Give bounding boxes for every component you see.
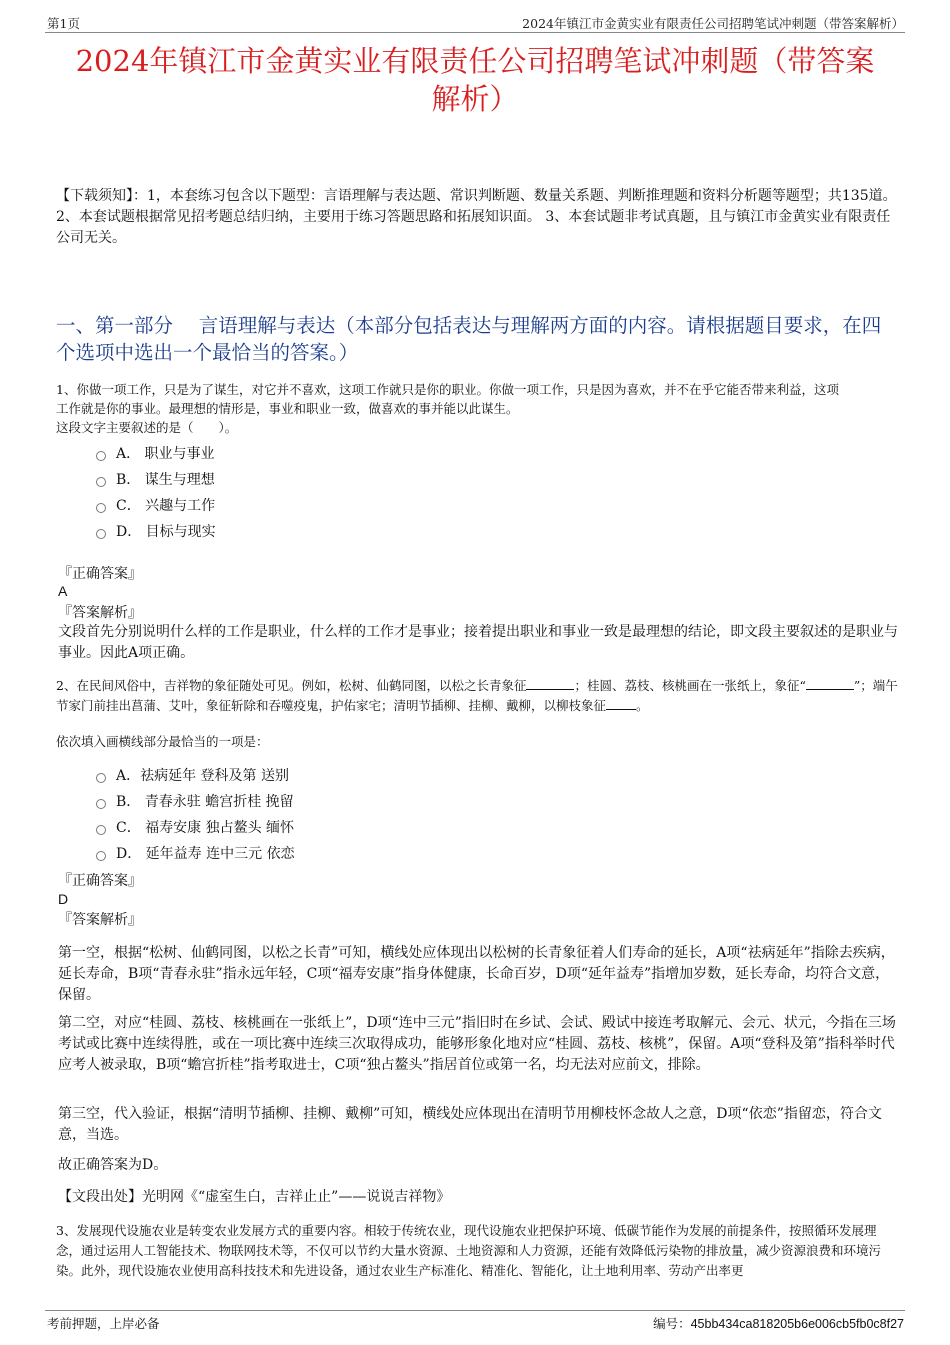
q1-answer-value: A xyxy=(58,583,68,599)
q1-stem-line-3: 这段文字主要叙述的是（ ）。 xyxy=(56,420,238,435)
q2-analysis-p4: 故正确答案为D。 xyxy=(58,1157,168,1173)
q2-analysis-label: 『答案解析』 xyxy=(58,912,142,928)
q1-option-b[interactable]: B． 谋生与理想 xyxy=(96,471,215,489)
q1-analysis: 文段首先分别说明什么样的工作是职业，什么样的工作才是事业；接着提出职业和事业一致是最理想的结论，即文段主要叙述的是职业与事业。因此A项正确。 xyxy=(58,624,898,661)
blank-3 xyxy=(606,708,636,710)
question-3-stem: 3、发展现代设施农业是转变农业发展方式的重要内容。相较于传统农业，现代设施农业把保护环境、低碳节能作为发展的前提条件，按照循环发展理念，通过运用人工智能技术、物联网技术等，不仅可以节约大量水资源、土地资源和人力资源，还能有效降低污染物的排放量，减少资源浪费和环境污染。此外，现代设施农业使用高科技技术和先进设备，通过农业生产标准化、精准化、智能化，让土地利用率、劳动产出率更 xyxy=(56,1223,882,1278)
q1-stem-line-2: 工作就是你的事业。最理想的情形是，事业和职业一致，做喜欢的事并能以此谋生。 xyxy=(56,401,519,416)
q2-source: 【文段出处】光明网《“虚室生白，吉祥止止”——说说吉祥物》 xyxy=(58,1189,451,1205)
radio-icon[interactable] xyxy=(96,799,106,809)
radio-icon[interactable] xyxy=(96,451,106,461)
q1-option-a[interactable]: A． 职业与事业 xyxy=(96,445,215,463)
radio-icon[interactable] xyxy=(96,503,106,513)
q2-answer-value: D xyxy=(58,891,69,907)
footer-slogan: 考前押题，上岸必备 xyxy=(47,1316,160,1331)
q1-option-d[interactable]: D． 目标与现实 xyxy=(96,523,216,541)
section-heading: 一、第一部分 言语理解与表达（本部分包括表达与理解两方面的内容。请根据题目要求，在四个选项中选出一个最恰当的答案。） xyxy=(56,314,882,364)
q2-prompt: 依次填入画横线部分最恰当的一项是： xyxy=(56,734,269,749)
question-1-stem xyxy=(56,380,898,437)
footer-divider xyxy=(45,1310,905,1311)
q2-analysis-p1: 第一空，根据“松树、仙鹤同图，以松之长青”可知，横线处应体现出以松树的长青象征着人们寿命的延长，A项“祛病延年”指除去疾病，延长寿命，B项“青春永驻”指永远年轻，C项“福寿安康”指身体健康，长命百岁，D项“延年益寿”指增加岁数，延长寿命，均符合文意，保留。 xyxy=(58,945,895,1003)
page-title xyxy=(40,42,910,118)
title-line-1: 2024年镇江市金黄实业有限责任公司招聘笔试冲刺题（带答案 xyxy=(75,44,875,78)
radio-icon[interactable] xyxy=(96,529,106,539)
radio-icon[interactable] xyxy=(96,477,106,487)
blank-1 xyxy=(526,688,574,690)
blank-2 xyxy=(806,688,854,690)
footer-serial: 编号：45bb434ca818205b6e006cb5fb0c8f27 xyxy=(653,1316,904,1331)
q2-analysis-p3: 第三空，代入验证，根据“清明节插柳、挂柳、戴柳”可知，横线处应体现出在清明节用柳枝怀念故人之意，D项“依恋”指留恋，符合文意，当选。 xyxy=(58,1106,882,1143)
q2-option-c[interactable]: C． 福寿安康 独占鳌头 缅怀 xyxy=(96,819,294,837)
q1-analysis-label: 『答案解析』 xyxy=(58,605,142,621)
q2-analysis-p2: 第二空，对应“桂圆、荔枝、核桃画在一张纸上”，D项“连中三元”指旧时在乡试、会试、殿试中接连考取解元、会元、状元，今指在三场考试或比赛中连续得胜，或在一项比赛中连续三次取得成功，能够形象化地对应“桂圆、荔枝、核桃”，保留。A项“登科及第”指科举时代应考人被录取，B项“蟾宫折桂”指考取进士，C项“独占鳌头”指居首位或第一名，均无法对应前文，排除。 xyxy=(58,1015,896,1073)
q2-option-b[interactable]: B． 青春永驻 蟾宫折桂 挽留 xyxy=(96,793,294,811)
header-divider xyxy=(45,32,905,33)
radio-icon[interactable] xyxy=(96,773,106,783)
radio-icon[interactable] xyxy=(96,825,106,835)
download-notice: 【下载须知】：1，本套练习包含以下题型：言语理解与表达题、常识判断题、数量关系题、判断推理题和资料分析题等题型；共135道。 2、本套试题根据常见招考题总结归纳，主要用于练习答题思路和拓展知识面。 3、本套试题非考试真题，且与镇江市金黄实业有限责任公司无关。 xyxy=(56,188,897,246)
question-2-stem: 2、在民间风俗中，吉祥物的象征随处可见。例如，松树、仙鹤同图，以松之长青象征 ；桂圆、荔枝、核桃画在一张纸上，象征“ ”；端午节家门前挂出菖蒲、艾叶，象征斩除和吞噬疫鬼，护佑家宅；清明节插柳、挂柳、戴柳，以柳枝象征 。 xyxy=(56,678,898,713)
header-doc-title: 2024年镇江市金黄实业有限责任公司招聘笔试冲刺题（带答案解析） xyxy=(522,16,904,31)
q2-option-a[interactable]: A．祛病延年 登科及第 送别 xyxy=(96,767,289,785)
q2-option-d[interactable]: D． 延年益寿 连中三元 依恋 xyxy=(96,845,295,863)
page-number: 第1页 xyxy=(47,16,80,31)
q1-answer-label: 『正确答案』 xyxy=(58,566,142,582)
q1-stem-line-1: 1、你做一项工作，只是为了谋生，对它并不喜欢，这项工作就只是你的职业。你做一项工作，只是因为喜欢，并不在乎它能否带来利益，这项 xyxy=(56,382,839,397)
radio-icon[interactable] xyxy=(96,851,106,861)
q1-option-c[interactable]: C． 兴趣与工作 xyxy=(96,497,215,515)
title-line-2: 解析） xyxy=(431,82,519,116)
q2-answer-label: 『正确答案』 xyxy=(58,873,142,889)
